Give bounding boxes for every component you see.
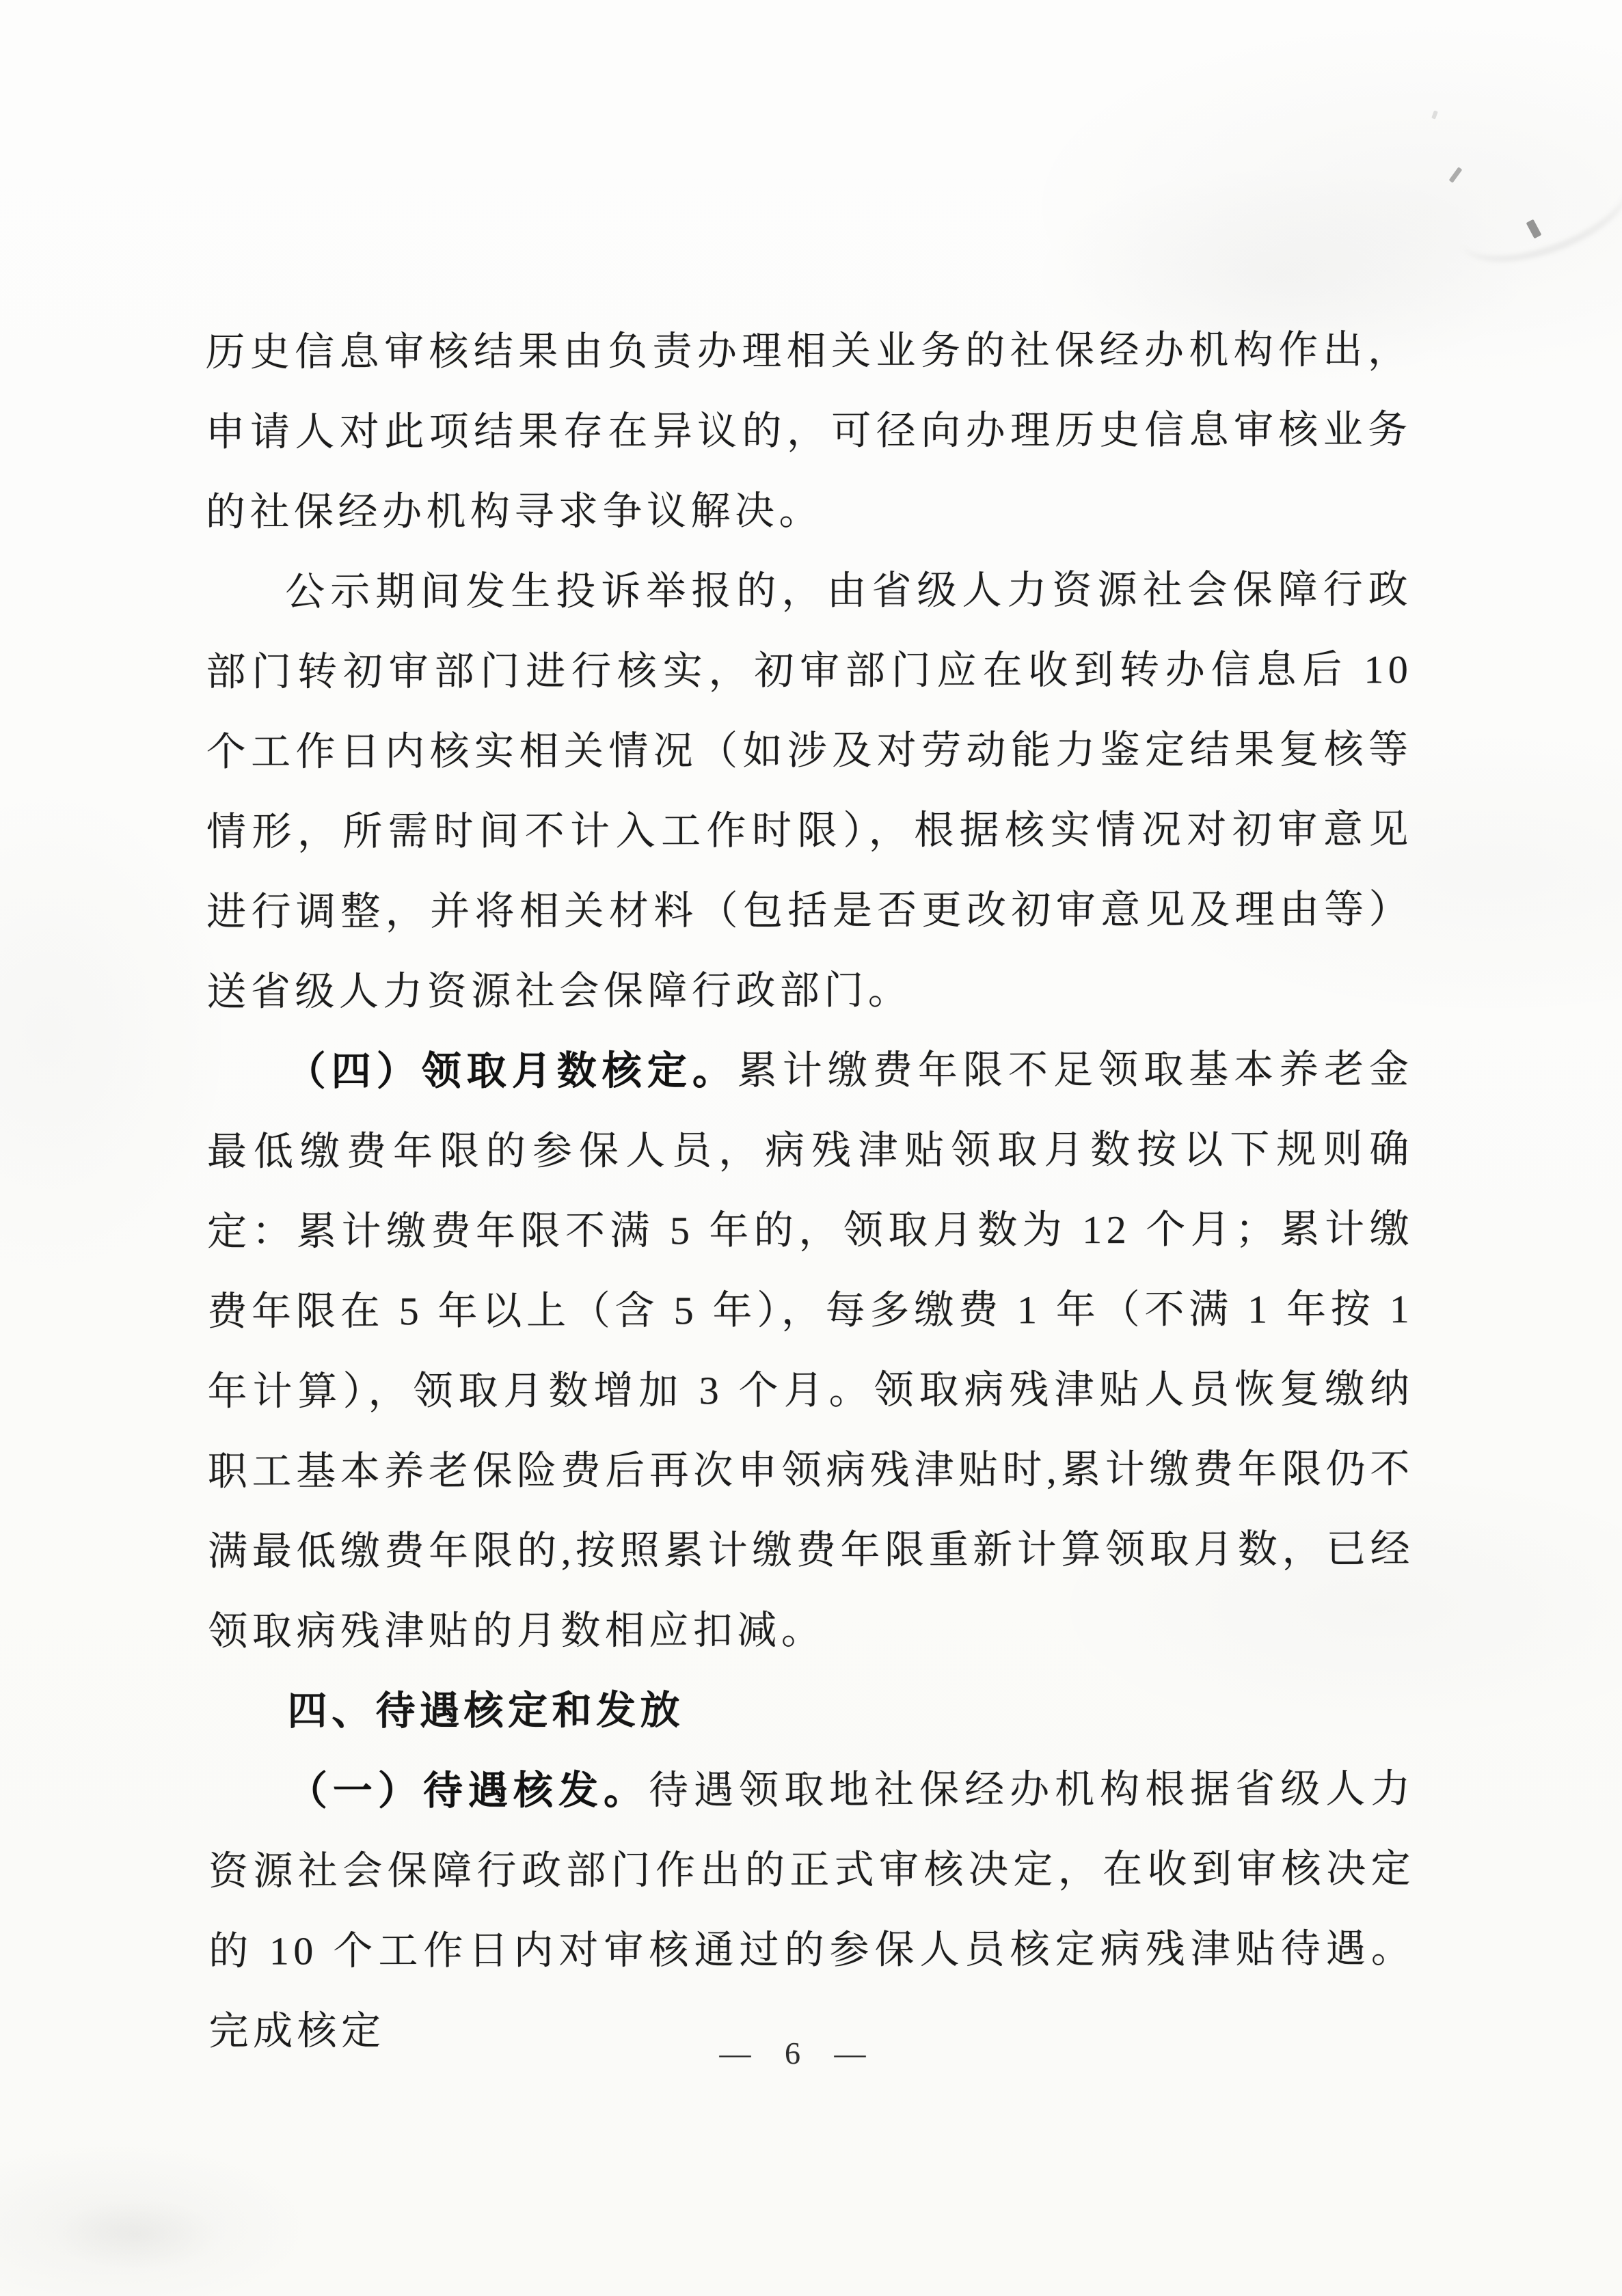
paragraph-text-benefit-issuance: 待遇领取地社保经办机构根据省级人力资源社会保障行政部门作出的正式审核决定，在收到审核决定的 10 个工作日内对审核通过的参保人员核定病残津贴待遇。完成核定 (208, 1766, 1416, 2053)
section-heading-benefit-determination: 四、待遇核定和发放 (287, 1688, 685, 1734)
page-number: — 6 — (719, 2036, 873, 2070)
scan-smudge (27, 2187, 246, 2282)
paragraph-benefit-issuance (208, 1749, 1416, 2071)
paragraph-text-receiving-months: 累计缴费年限不足领取基本养老金最低缴费年限的参保人员，病残津贴领取月数按以下规则确定：累计缴费年限不满 5 年的，领取月数为 12 个月；累计缴费年限在 5 年以上（含 5 年），每多缴费 1 年（不满 1 年按 1 年计算），领取月数增加 3 个月。领取病残津贴人员恢复缴纳职工基本养老保险费后再次申领病残津贴时,累计缴费年限仍不满最低缴费年限的,按照累计缴费年限重新计算领取月数，已经领取病残津贴的月数相应扣减。 (206, 1047, 1415, 1654)
paragraph-lead-benefit-issuance: （一）待遇核发。 (287, 1768, 649, 1814)
paragraph-lead-receiving-months: （四）领取月数核定。 (286, 1048, 738, 1094)
document-body (205, 310, 1415, 2071)
scan-speck-artifact (1431, 110, 1438, 119)
paragraph-receiving-months-determination (207, 1029, 1415, 1671)
scan-curl-shadow (1446, 144, 1622, 280)
paragraph-history-info-review: 历史信息审核结果由负责办理相关业务的社保经办机构作出，申请人对此项结果存在异议的，可径向办理历史信息审核业务的社保经办机构寻求争议解决。 (205, 327, 1412, 534)
scan-speck-artifact (1449, 167, 1463, 183)
paragraph-public-notice-complaints: 公示期间发生投诉举报的，由省级人力资源社会保障行政部门转初审部门进行核实，初审部门应在收到转办信息后 10 个工作日内核实相关情况（如涉及对劳动能力鉴定结果复核等情形，所需时间不计入工作时限），根据核实情况对初审意见进行调整，并将相关材料（包括是否更改初审意见及理由等）送省级人力资源社会保障行政部门。 (206, 567, 1414, 1014)
